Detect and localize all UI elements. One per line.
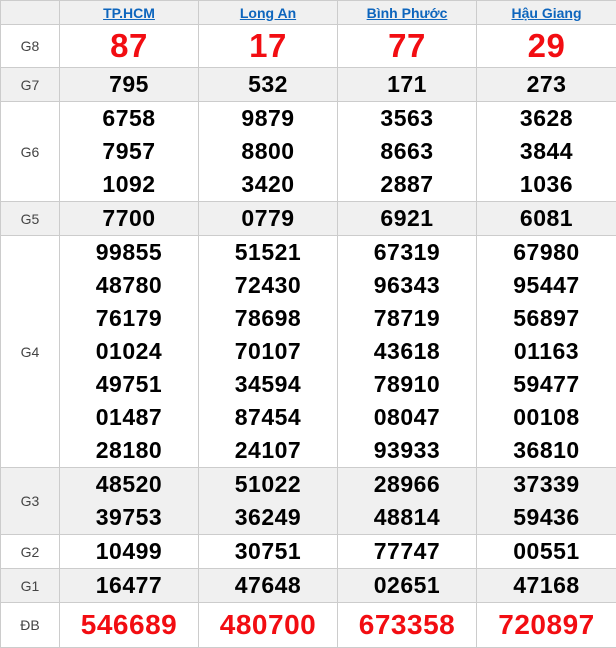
prize-number: 59477 xyxy=(477,368,616,401)
prize-number: 77747 xyxy=(338,535,476,568)
prize-number: 77 xyxy=(338,25,476,67)
prize-number: 28966 xyxy=(338,468,476,501)
prize-cell xyxy=(60,468,199,535)
prize-number: 720897 xyxy=(477,603,616,647)
prize-label: ĐB xyxy=(1,603,60,648)
prize-cell xyxy=(199,102,338,202)
province-link-0[interactable]: TP.HCM xyxy=(103,5,155,21)
prize-number: 3420 xyxy=(199,168,337,201)
prize-label: G3 xyxy=(1,468,60,535)
prize-cell xyxy=(477,236,616,468)
prize-number: 1036 xyxy=(477,168,616,201)
prize-number: 8663 xyxy=(338,135,476,168)
prize-number: 3628 xyxy=(477,102,616,135)
prize-label: G4 xyxy=(1,236,60,468)
prize-cell xyxy=(338,25,477,68)
prize-number: 93933 xyxy=(338,434,476,467)
column-header-0 xyxy=(60,1,199,25)
prize-number: 273 xyxy=(477,68,616,101)
prize-number: 87 xyxy=(60,25,198,67)
prize-number: 48520 xyxy=(60,468,198,501)
prize-number: 87454 xyxy=(199,401,337,434)
prize-cell xyxy=(60,236,199,468)
prize-cell xyxy=(60,535,199,569)
column-header-3 xyxy=(477,1,616,25)
prize-number: 16477 xyxy=(60,569,198,602)
prize-cell xyxy=(338,236,477,468)
prize-number: 1092 xyxy=(60,168,198,201)
prize-number: 59436 xyxy=(477,501,616,534)
prize-number: 51022 xyxy=(199,468,337,501)
prize-number: 546689 xyxy=(60,603,198,647)
prize-number: 36249 xyxy=(199,501,337,534)
prize-number: 49751 xyxy=(60,368,198,401)
prize-number: 78719 xyxy=(338,302,476,335)
column-header-2 xyxy=(338,1,477,25)
prize-number: 480700 xyxy=(199,603,337,647)
prize-label: G8 xyxy=(1,25,60,68)
prize-number: 532 xyxy=(199,68,337,101)
prize-number: 29 xyxy=(477,25,616,67)
prize-cell xyxy=(60,25,199,68)
prize-number: 37339 xyxy=(477,468,616,501)
prize-number: 51521 xyxy=(199,236,337,269)
prize-cell xyxy=(60,68,199,102)
prize-number: 3563 xyxy=(338,102,476,135)
prize-cell xyxy=(338,535,477,569)
prize-cell xyxy=(60,569,199,603)
prize-cell xyxy=(199,68,338,102)
prize-number: 47648 xyxy=(199,569,337,602)
prize-number: 36810 xyxy=(477,434,616,467)
prize-cell xyxy=(477,468,616,535)
prize-row-g8 xyxy=(1,25,616,68)
prize-number: 6758 xyxy=(60,102,198,135)
prize-number: 70107 xyxy=(199,335,337,368)
prize-number: 01163 xyxy=(477,335,616,368)
prize-number: 10499 xyxy=(60,535,198,568)
prize-cell xyxy=(338,603,477,648)
province-link-1[interactable]: Long An xyxy=(240,5,296,21)
prize-number: 30751 xyxy=(199,535,337,568)
prize-number: 96343 xyxy=(338,269,476,302)
prize-number: 34594 xyxy=(199,368,337,401)
prize-number: 9879 xyxy=(199,102,337,135)
prize-cell xyxy=(338,202,477,236)
prize-number: 673358 xyxy=(338,603,476,647)
prize-cell xyxy=(199,25,338,68)
prize-cell xyxy=(477,25,616,68)
prize-cell xyxy=(60,102,199,202)
prize-row-g5 xyxy=(1,202,616,236)
prize-number: 78910 xyxy=(338,368,476,401)
prize-number: 2887 xyxy=(338,168,476,201)
prize-label: G2 xyxy=(1,535,60,569)
prize-cell xyxy=(60,603,199,648)
prize-number: 67980 xyxy=(477,236,616,269)
prize-number: 72430 xyxy=(199,269,337,302)
prize-number: 78698 xyxy=(199,302,337,335)
prize-number: 48814 xyxy=(338,501,476,534)
prize-number: 8800 xyxy=(199,135,337,168)
prize-row-g2 xyxy=(1,535,616,569)
prize-number: 6921 xyxy=(338,202,476,235)
prize-number: 95447 xyxy=(477,269,616,302)
prize-number: 48780 xyxy=(60,269,198,302)
prize-number: 01487 xyxy=(60,401,198,434)
prize-cell xyxy=(477,102,616,202)
prize-number: 76179 xyxy=(60,302,198,335)
prize-number: 24107 xyxy=(199,434,337,467)
prize-number: 795 xyxy=(60,68,198,101)
header-row xyxy=(1,1,616,25)
prize-number: 28180 xyxy=(60,434,198,467)
prize-row-đb xyxy=(1,603,616,648)
prize-label: G7 xyxy=(1,68,60,102)
results-body xyxy=(1,25,616,648)
prize-number: 47168 xyxy=(477,569,616,602)
prize-cell xyxy=(477,202,616,236)
prize-number: 00108 xyxy=(477,401,616,434)
prize-row-g6 xyxy=(1,102,616,202)
prize-number: 56897 xyxy=(477,302,616,335)
prize-cell xyxy=(338,68,477,102)
prize-cell xyxy=(60,202,199,236)
prize-number: 67319 xyxy=(338,236,476,269)
prize-label: G6 xyxy=(1,102,60,202)
prize-cell xyxy=(477,569,616,603)
prize-cell xyxy=(199,468,338,535)
prize-label: G5 xyxy=(1,202,60,236)
prize-row-g3 xyxy=(1,468,616,535)
prize-number: 08047 xyxy=(338,401,476,434)
prize-number: 6081 xyxy=(477,202,616,235)
prize-label: G1 xyxy=(1,569,60,603)
prize-cell xyxy=(338,569,477,603)
prize-number: 7700 xyxy=(60,202,198,235)
prize-number: 39753 xyxy=(60,501,198,534)
prize-number: 02651 xyxy=(338,569,476,602)
prize-cell xyxy=(199,569,338,603)
prize-cell xyxy=(199,603,338,648)
prize-number: 0779 xyxy=(199,202,337,235)
prize-number: 7957 xyxy=(60,135,198,168)
corner-cell xyxy=(1,1,60,25)
prize-cell xyxy=(477,603,616,648)
prize-number: 00551 xyxy=(477,535,616,568)
prize-cell xyxy=(477,535,616,569)
prize-cell xyxy=(338,468,477,535)
prize-number: 3844 xyxy=(477,135,616,168)
prize-cell xyxy=(477,68,616,102)
prize-number: 01024 xyxy=(60,335,198,368)
prize-cell xyxy=(199,202,338,236)
prize-number: 17 xyxy=(199,25,337,67)
prize-cell xyxy=(199,535,338,569)
province-link-3[interactable]: Hậu Giang xyxy=(511,5,581,21)
prize-row-g1 xyxy=(1,569,616,603)
prize-cell xyxy=(199,236,338,468)
prize-number: 171 xyxy=(338,68,476,101)
prize-cell xyxy=(338,102,477,202)
column-header-1 xyxy=(199,1,338,25)
prize-row-g7 xyxy=(1,68,616,102)
prize-number: 99855 xyxy=(60,236,198,269)
prize-number: 43618 xyxy=(338,335,476,368)
province-link-2[interactable]: Bình Phước xyxy=(367,5,448,21)
prize-row-g4 xyxy=(1,236,616,468)
